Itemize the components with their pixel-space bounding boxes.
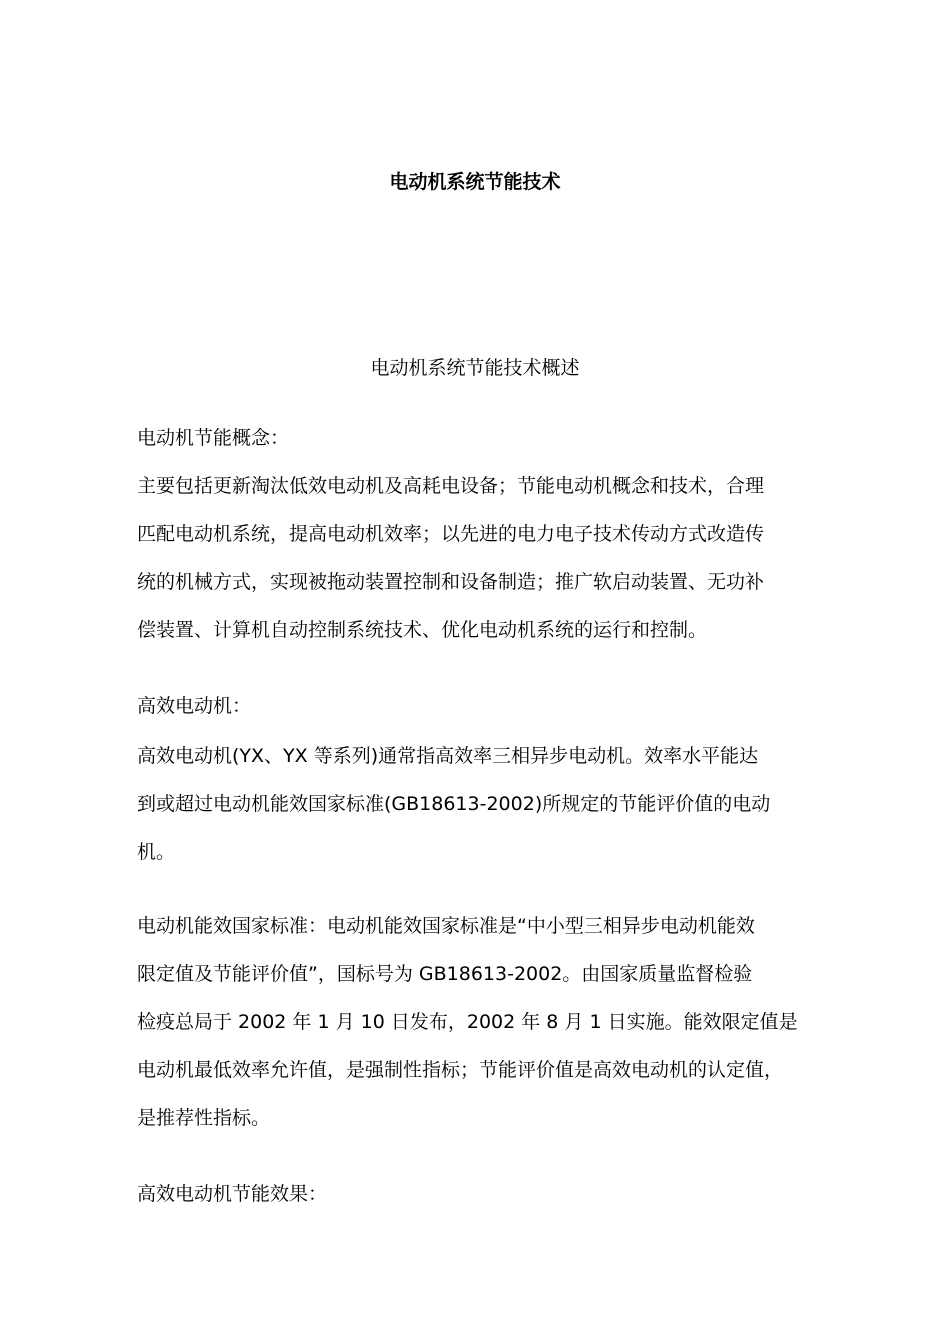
concept-heading-text: 电动机节能概念： (137, 427, 290, 449)
concept-paragraph (137, 462, 817, 654)
paragraph-line: 电动机能效国家标准：电动机能效国家标准是“中小型三相异步电动机能效 (137, 915, 755, 937)
effect-heading-text: 高效电动机节能效果： (137, 1183, 328, 1205)
paragraph-line: 到或超过电动机能效国家标准(GB18613-2002)所规定的节能评价值的电动 (137, 793, 771, 815)
paragraph-line: 匹配电动机系统，提高电动机效率；以先进的电力电子技术传动方式改造传 (137, 523, 765, 545)
paragraph-line: 机。 (137, 841, 176, 863)
paragraph-line: 统的机械方式，实现被拖动装置控制和设备制造；推广软启动装置、无功补 (137, 571, 765, 593)
paragraph-line: 电动机最低效率允许值，是强制性指标；节能评价值是高效电动机的认定值， (137, 1059, 784, 1081)
document-title: 电动机系统节能技术 (389, 171, 561, 193)
paragraph-line: 偿装置、计算机自动控制系统技术、优化电动机系统的运行和控制。 (137, 619, 708, 641)
high-efficiency-heading-text: 高效电动机： (137, 695, 252, 717)
concept-heading (137, 414, 817, 462)
paragraph-line: 主要包括更新淘汰低效电动机及高耗电设备；节能电动机概念和技术，合理 (137, 475, 765, 497)
paragraph-line: 是推荐性指标。 (137, 1107, 271, 1129)
effect-heading (137, 1170, 817, 1218)
section-title: 电动机系统节能技术概述 (370, 357, 580, 379)
high-efficiency-paragraph (137, 732, 817, 876)
standard-paragraph (137, 902, 817, 1142)
high-efficiency-heading (137, 682, 817, 730)
paragraph-line: 高效电动机(YX、YX 等系列)通常指高效率三相异步电动机。效率水平能达 (137, 745, 759, 767)
paragraph-line: 检疫总局于 2002 年 1 月 10 日发布，2002 年 8 月 1 日实施。能效限定值是 (137, 1011, 798, 1033)
paragraph-line: 限定值及节能评价值”，国标号为 GB18613-2002。由国家质量监督检验 (137, 963, 753, 985)
